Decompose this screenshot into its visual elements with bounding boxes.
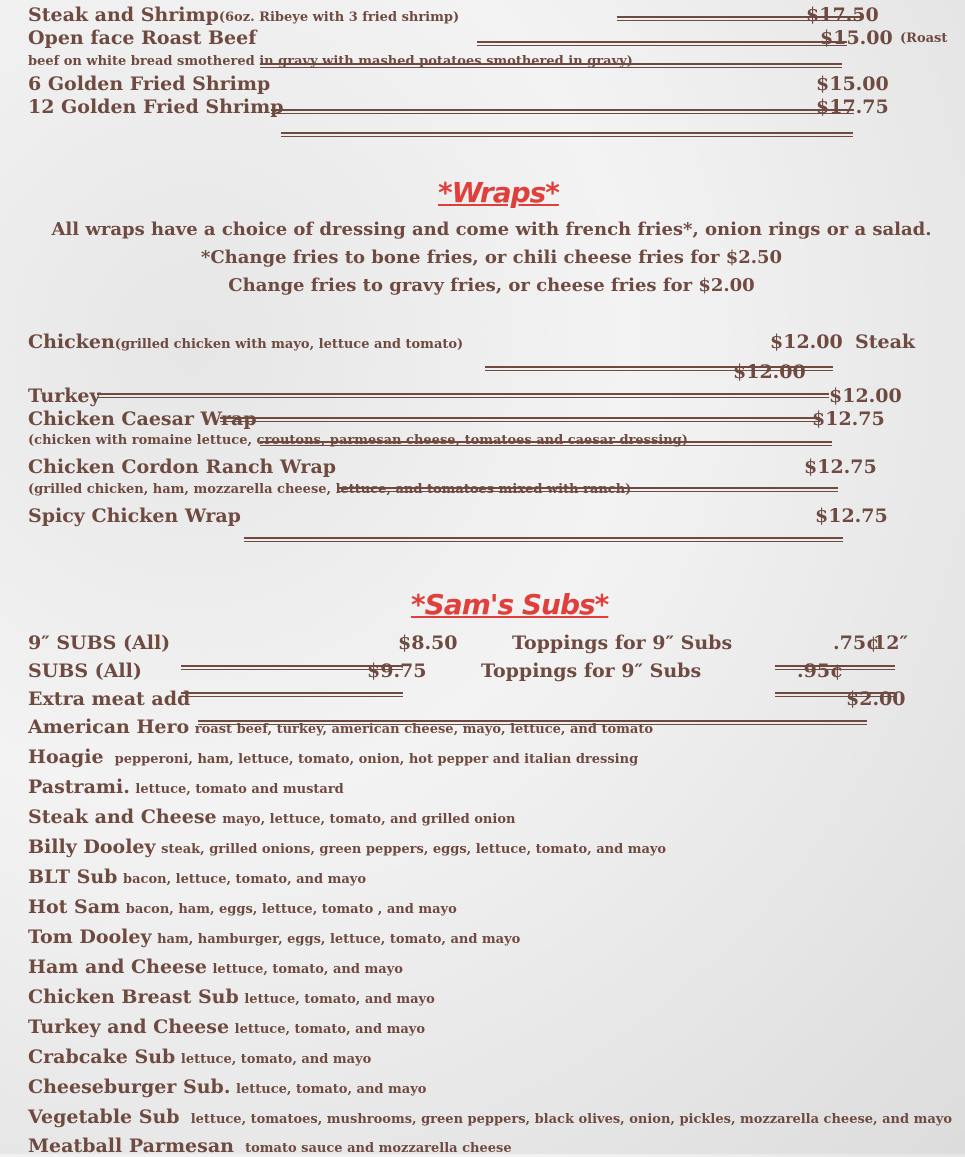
item-price: $12.00 bbox=[829, 385, 902, 407]
item-desc: pepperoni, ham, lettuce, tomato, onion, hot pepper and italian dressing bbox=[114, 752, 639, 767]
price-divider bbox=[97, 393, 829, 398]
list-item bbox=[28, 956, 403, 978]
list-item bbox=[28, 806, 515, 828]
item-desc: (Roast bbox=[900, 31, 948, 46]
list-item bbox=[28, 746, 638, 768]
item-price: $2.00 bbox=[846, 688, 906, 710]
item-desc-end: ) bbox=[457, 337, 464, 352]
item-name: Cheeseburger Sub. bbox=[28, 1076, 231, 1098]
item-name: Chicken bbox=[28, 331, 115, 353]
item-desc: roast beef, turkey, american cheese, mayo, lettuce, and tomato bbox=[194, 722, 653, 737]
item-desc: steak, grilled onions, green peppers, eggs, lettuce, tomato, and mayo bbox=[161, 842, 667, 857]
item-name: Chicken Cordon Ranch Wrap bbox=[28, 456, 337, 478]
topping-label: Toppings for 9″ Subs bbox=[512, 632, 733, 654]
item-name: Billy Dooley bbox=[28, 836, 156, 858]
item-name: Open face Roast Beef bbox=[28, 27, 257, 49]
item-name: 12″ bbox=[873, 632, 908, 654]
item-price: $12.75 bbox=[815, 505, 888, 527]
subs-heading: *Sam's Subs* bbox=[411, 588, 609, 621]
item-name: Chicken Caesar Wrap bbox=[28, 408, 257, 430]
item-desc: lettuce, tomato, and mayo bbox=[244, 992, 435, 1007]
item-name: Spicy Chicken Wrap bbox=[28, 505, 241, 527]
price-divider bbox=[181, 692, 403, 697]
section-divider bbox=[281, 132, 853, 137]
item-desc: lettuce, tomato, and mayo bbox=[236, 1082, 427, 1097]
price-divider bbox=[220, 417, 820, 422]
list-item bbox=[28, 1046, 371, 1068]
item-name: Chicken Breast Sub bbox=[28, 986, 239, 1008]
item-desc: lettuce, tomatoes, mushrooms, green peppers, black olives, onion, pickles, mozzarella cheese, and mayo bbox=[190, 1112, 952, 1127]
wraps-note: All wraps have a choice of dressing and come with french fries*, onion rings or a salad. bbox=[51, 219, 932, 240]
item-name: Turkey bbox=[28, 385, 101, 407]
wraps-note: Change fries to gravy fries, or cheese fries for $2.00 bbox=[228, 275, 755, 296]
section-divider bbox=[244, 537, 843, 542]
item-desc: lettuce, tomato, and mayo bbox=[234, 1022, 426, 1037]
item-desc: bacon, lettuce, tomato, and mayo bbox=[123, 872, 367, 887]
item-price: $17.50 bbox=[806, 4, 879, 26]
item-name: Steak bbox=[855, 331, 916, 353]
item-name: Turkey and Cheese bbox=[28, 1016, 230, 1038]
item-price: $9.75 bbox=[367, 660, 427, 682]
list-item bbox=[28, 1076, 426, 1098]
item-name: Meatball Parmesan bbox=[28, 1135, 234, 1157]
list-item bbox=[28, 776, 344, 798]
item-desc: lettuce, tomato, and mayo bbox=[212, 962, 403, 977]
item-name: Extra meat add bbox=[28, 688, 191, 710]
item-desc: (6oz. Ribeye with 3 fried shrimp) bbox=[218, 10, 460, 25]
list-item bbox=[28, 986, 435, 1008]
item-desc: ham, hamburger, eggs, lettuce, tomato, and mayo bbox=[157, 932, 521, 947]
item-name: 9″ SUBS (All) bbox=[28, 632, 171, 654]
item-desc: beef on white bread smothered in gravy with mashed potatoes smothered in gravy) bbox=[28, 54, 633, 69]
item-price: $12.75 bbox=[804, 456, 877, 478]
list-item bbox=[28, 896, 457, 918]
list-item bbox=[28, 866, 366, 888]
list-item bbox=[28, 1106, 952, 1128]
item-name: Steak and Shrimp bbox=[28, 4, 219, 26]
item-name: Vegetable Sub bbox=[28, 1106, 180, 1128]
menu-item-chicken-wrap bbox=[28, 331, 463, 353]
item-price: $15.00 bbox=[816, 73, 889, 95]
item-price: $17.75 bbox=[816, 96, 889, 118]
item-desc: (grilled chicken, ham, mozzarella cheese, lettuce, and tomatoes mixed with ranch) bbox=[28, 482, 632, 497]
item-price: $12.75 bbox=[812, 408, 885, 430]
item-name: BLT Sub bbox=[28, 866, 118, 888]
item-desc: tomato sauce and mozzarella cheese bbox=[245, 1141, 512, 1156]
item-price: $8.50 bbox=[398, 632, 458, 654]
wraps-note: *Change fries to bone fries, or chili cheese fries for $2.50 bbox=[200, 247, 783, 268]
item-price: $12.00 bbox=[770, 331, 843, 353]
topping-label: Toppings for 9″ Subs bbox=[481, 660, 702, 682]
item-desc: bacon, ham, eggs, lettuce, tomato , and mayo bbox=[125, 902, 457, 917]
item-desc: lettuce, tomato and mustard bbox=[135, 782, 344, 797]
item-name: 12 Golden Fried Shrimp bbox=[28, 96, 284, 118]
item-price: $15.00 bbox=[820, 27, 893, 49]
price-divider bbox=[477, 41, 847, 46]
item-name: Crabcake Sub bbox=[28, 1046, 176, 1068]
price-divider bbox=[260, 63, 842, 68]
item-name: Steak and Cheese bbox=[28, 806, 217, 828]
item-name: Tom Dooley bbox=[28, 926, 152, 948]
topping-price: .95¢ bbox=[797, 660, 844, 682]
item-desc: (chicken with romaine lettuce, croutons, parmesan cheese, tomatoes and caesar dressing) bbox=[28, 433, 688, 448]
price-divider bbox=[260, 441, 832, 446]
item-desc: lettuce, tomato, and mayo bbox=[180, 1052, 372, 1067]
item-desc: (grilled chicken with mayo, lettuce and tomato bbox=[114, 337, 458, 352]
item-name: Hoagie bbox=[28, 746, 104, 768]
menu-item-steak-and-shrimp bbox=[28, 4, 459, 26]
list-item bbox=[28, 926, 520, 948]
wraps-heading: *Wraps* bbox=[438, 176, 559, 209]
item-name: American Hero bbox=[28, 716, 190, 738]
item-desc: mayo, lettuce, tomato, and grilled onion bbox=[222, 812, 516, 827]
item-name: Pastrami. bbox=[28, 776, 130, 798]
item-name: Hot Sam bbox=[28, 896, 121, 918]
price-divider bbox=[271, 109, 854, 114]
list-item bbox=[28, 1016, 425, 1038]
price-divider bbox=[338, 487, 838, 492]
item-price: $12.00 bbox=[733, 361, 806, 383]
item-name: SUBS (All) bbox=[28, 660, 142, 682]
list-item bbox=[28, 716, 653, 738]
list-item bbox=[28, 836, 666, 858]
item-name: 6 Golden Fried Shrimp bbox=[28, 73, 271, 95]
topping-price: .75¢ bbox=[833, 632, 880, 654]
item-name: Ham and Cheese bbox=[28, 956, 207, 978]
